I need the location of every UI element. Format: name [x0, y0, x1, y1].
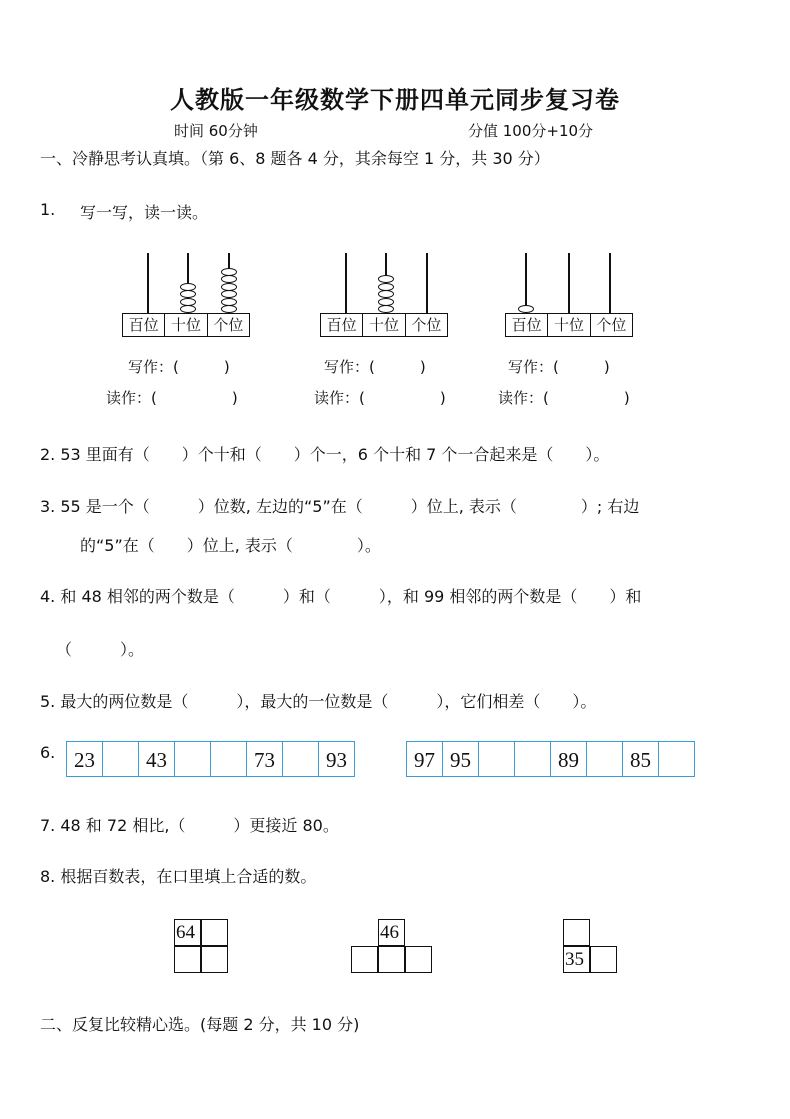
place-hundreds: 百位	[506, 314, 548, 336]
place-hundreds: 百位	[123, 314, 165, 336]
read-answer-1[interactable]: 读作：( )	[106, 389, 238, 407]
write-answer-1[interactable]: 写作：( )	[128, 358, 230, 376]
sequence-cell: 95	[443, 742, 479, 776]
place-ones: 个位	[411, 316, 442, 334]
question-5: 5. 最大的两位数是（ ），最大的一位数是（ ），它们相差（ ）。	[40, 692, 597, 711]
sequence-cell: 23	[67, 742, 103, 776]
read-answer-3[interactable]: 读作：( )	[498, 389, 630, 407]
sequence-cell: 97	[407, 742, 443, 776]
abacus-bead	[221, 298, 237, 306]
abacus-bead	[378, 298, 394, 306]
sequence-cell: 73	[247, 742, 283, 776]
number-sequence-row-2	[406, 741, 695, 777]
chart-cell-blank[interactable]	[378, 946, 405, 973]
rod-ones	[426, 253, 428, 313]
place-ones: 个位	[596, 316, 627, 334]
question-1-number: 1.	[40, 200, 56, 219]
sequence-cell: 85	[623, 742, 659, 776]
sequence-cell[interactable]	[283, 742, 319, 776]
chart-cell-blank[interactable]	[405, 946, 432, 973]
question-6-number: 6.	[40, 743, 56, 762]
abacus-bead	[378, 283, 394, 291]
page-title: 人教版一年级数学下册四单元同步复习卷	[170, 86, 620, 114]
chart-cell-35: 35	[563, 946, 590, 973]
chart-cell-64: 64	[174, 919, 201, 946]
sequence-cell[interactable]	[659, 742, 694, 776]
abacus-bead	[518, 305, 534, 313]
chart-cell-blank[interactable]	[201, 919, 228, 946]
rod-hundreds	[525, 253, 527, 313]
place-tens: 十位	[548, 314, 590, 336]
abacus-bead	[180, 290, 196, 298]
sequence-cell[interactable]	[211, 742, 247, 776]
abacus-3	[505, 253, 635, 343]
chart-cell-blank[interactable]	[563, 919, 590, 946]
abacus-bead	[378, 305, 394, 313]
question-1-text: 写一写，读一读。	[80, 203, 209, 222]
sequence-cell[interactable]	[515, 742, 551, 776]
abacus-bead	[221, 283, 237, 291]
sequence-cell[interactable]	[103, 742, 139, 776]
question-3-line-2: 的“5”在（ ）位上, 表示（ ）。	[80, 536, 381, 555]
abacus-1	[122, 253, 252, 343]
rod-hundreds	[345, 253, 347, 313]
place-value-frame	[505, 313, 633, 337]
section-2-heading: 二、反复比较精心选。(每题 2 分，共 10 分)	[40, 1015, 360, 1034]
place-ones: 个位	[213, 316, 244, 334]
read-answer-2[interactable]: 读作：( )	[314, 389, 446, 407]
section-1-heading: 一、冷静思考认真填。（第 6、8 题各 4 分，其余每空 1 分，共 30 分）	[40, 149, 550, 168]
rod-hundreds	[147, 253, 149, 313]
place-hundreds: 百位	[321, 314, 363, 336]
abacus-bead	[221, 305, 237, 313]
chart-cell-blank[interactable]	[351, 946, 378, 973]
abacus-bead	[221, 290, 237, 298]
chart-cell-blank[interactable]	[174, 946, 201, 973]
question-7: 7. 48 和 72 相比,（ ）更接近 80。	[40, 816, 339, 835]
question-2: 2. 53 里面有（ ）个十和（ ）个一，6 个十和 7 个一合起来是（ ）。	[40, 445, 610, 464]
sequence-cell[interactable]	[175, 742, 211, 776]
number-sequence-row-1	[66, 741, 355, 777]
write-answer-2[interactable]: 写作：( )	[324, 358, 426, 376]
question-4-line-2: （ ）。	[56, 640, 145, 659]
place-tens: 十位	[363, 314, 405, 336]
place-tens: 十位	[165, 314, 207, 336]
question-8: 8. 根据百数表，在口里填上合适的数。	[40, 867, 317, 886]
rod-tens	[568, 253, 570, 313]
sequence-cell[interactable]	[587, 742, 623, 776]
sequence-cell: 93	[326, 748, 347, 772]
abacus-bead	[221, 268, 237, 276]
chart-cell-46: 46	[378, 919, 405, 946]
score-info: 分值 100分+10分	[468, 122, 594, 140]
sequence-cell: 43	[139, 742, 175, 776]
abacus-bead	[221, 275, 237, 283]
place-value-frame	[122, 313, 250, 337]
chart-cell-blank[interactable]	[590, 946, 617, 973]
time-info: 时间 60分钟	[174, 122, 258, 140]
write-answer-3[interactable]: 写作：( )	[508, 358, 610, 376]
sequence-cell[interactable]	[479, 742, 515, 776]
abacus-bead	[378, 275, 394, 283]
abacus-bead	[180, 298, 196, 306]
abacus-bead	[180, 305, 196, 313]
abacus-2	[320, 253, 450, 343]
abacus-bead	[180, 283, 196, 291]
sequence-cell: 89	[551, 742, 587, 776]
place-value-frame	[320, 313, 448, 337]
rod-ones	[609, 253, 611, 313]
abacus-bead	[378, 290, 394, 298]
question-3-line-1: 3. 55 是一个（ ）位数, 左边的“5”在（ ）位上, 表示（ ）; 右边	[40, 497, 640, 516]
question-4-line-1: 4. 和 48 相邻的两个数是（ ）和（ ），和 99 相邻的两个数是（ ）和	[40, 587, 642, 606]
chart-cell-blank[interactable]	[201, 946, 228, 973]
